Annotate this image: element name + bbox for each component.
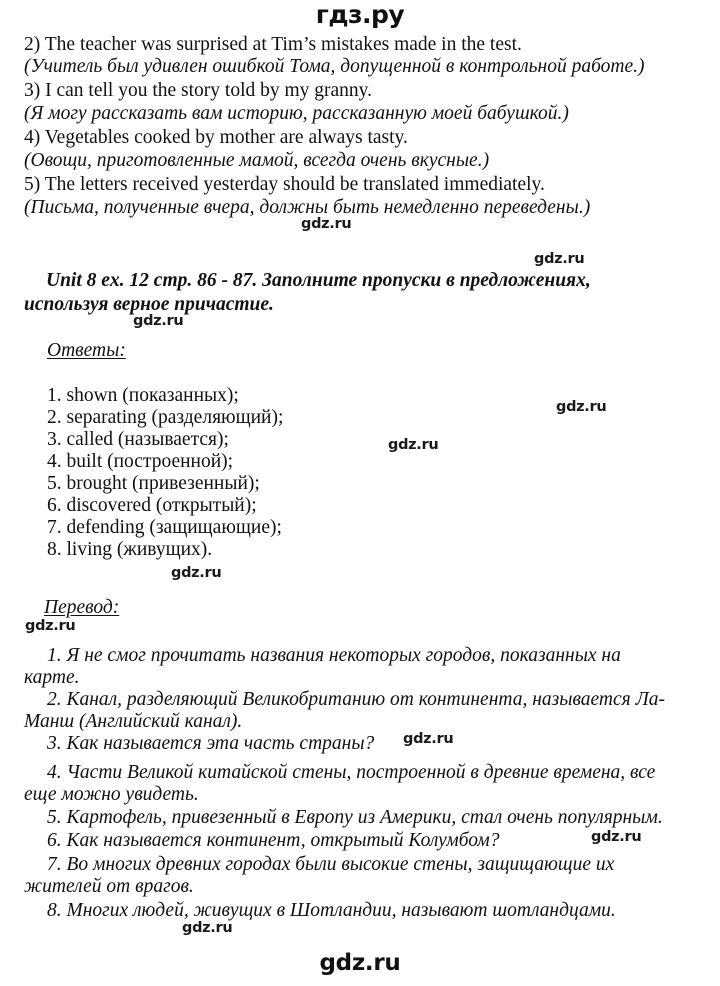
prev-item-3-russian: (Я могу рассказать вам историю, рассказанную моей бабушкой.) [24, 103, 569, 124]
answer-item-2: 2. separating (разделяющий); [47, 407, 284, 428]
task-heading-line-1: Unit 8 ex. 12 стр. 86 - 87. Заполните пропуски в предложениях, [46, 270, 591, 291]
watermark-4: gdz.ru [556, 399, 607, 415]
translation-label: Перевод: [44, 597, 120, 618]
task-heading-line-2: используя верное причастие. [24, 294, 274, 315]
watermark-5: gdz.ru [388, 437, 439, 453]
watermark-2: gdz.ru [534, 251, 585, 267]
watermark-1: gdz.ru [301, 216, 352, 232]
site-logo-header[interactable]: гдз.ру [315, 0, 405, 29]
translation-item-4-line-2: еще можно увидеть. [24, 784, 199, 805]
watermark-7: gdz.ru [25, 618, 76, 634]
prev-item-4-english: 4) Vegetables cooked by mother are always tasty. [24, 127, 408, 148]
answer-item-7: 7. defending (защищающие); [47, 517, 282, 538]
translation-item-1-line-1: 1. Я не смог прочитать названия некоторых городов, показанных на [47, 645, 621, 666]
prev-item-3-english: 3) I can tell you the story told by my granny. [24, 80, 373, 101]
answer-item-1: 1. shown (показанных); [47, 385, 239, 406]
translation-item-2-line-2: Манш (Английский канал). [24, 711, 243, 732]
watermark-9: gdz.ru [591, 829, 642, 845]
answer-item-4: 4. built (построенной); [47, 451, 234, 472]
watermark-10: gdz.ru [182, 920, 233, 936]
translation-item-4-line-1: 4. Части Великой китайской стены, построенной в древние времена, все [47, 762, 656, 783]
translation-item-1-line-2: карте. [24, 667, 80, 688]
translation-item-5-line-1: 5. Картофель, привезенный в Европу из Америки, стал очень популярным. [47, 807, 663, 828]
translation-item-6-line-1: 6. Как называется континент, открытый Колумбом? [47, 830, 500, 851]
answer-item-6: 6. discovered (открытый); [47, 495, 257, 516]
translation-item-2-line-1: 2. Канал, разделяющий Великобританию от континента, называется Ла- [47, 689, 666, 710]
answer-item-5: 5. brought (привезенный); [47, 473, 260, 494]
prev-item-2-russian: (Учитель был удивлен ошибкой Тома, допущенной в контрольной работе.) [24, 56, 645, 77]
translation-item-7-line-2: жителей от врагов. [24, 876, 194, 897]
prev-item-4-russian: (Овощи, приготовленные мамой, всегда очень вкусные.) [24, 150, 490, 171]
answer-item-8: 8. living (живущих). [47, 539, 213, 560]
translation-item-8-line-1: 8. Многих людей, живущих в Шотландии, называют шотландцами. [47, 900, 616, 921]
translation-item-3-line-1: 3. Как называется эта часть страны? [47, 733, 375, 754]
answers-label: Ответы: [47, 340, 126, 361]
prev-item-5-english: 5) The letters received yesterday should be translated immediately. [24, 174, 545, 195]
prev-item-5-russian: (Письма, полученные вчера, должны быть немедленно переведены.) [24, 197, 591, 218]
translation-item-7-line-1: 7. Во многих древних городах были высокие стены, защищающие их [47, 854, 615, 875]
watermark-8: gdz.ru [403, 731, 454, 747]
watermark-6: gdz.ru [171, 565, 222, 581]
site-logo-footer[interactable]: gdz.ru [319, 950, 401, 976]
watermark-3: gdz.ru [133, 313, 184, 329]
prev-item-2-english: 2) The teacher was surprised at Tim’s mistakes made in the test. [24, 34, 522, 55]
answer-item-3: 3. called (называется); [47, 429, 229, 450]
